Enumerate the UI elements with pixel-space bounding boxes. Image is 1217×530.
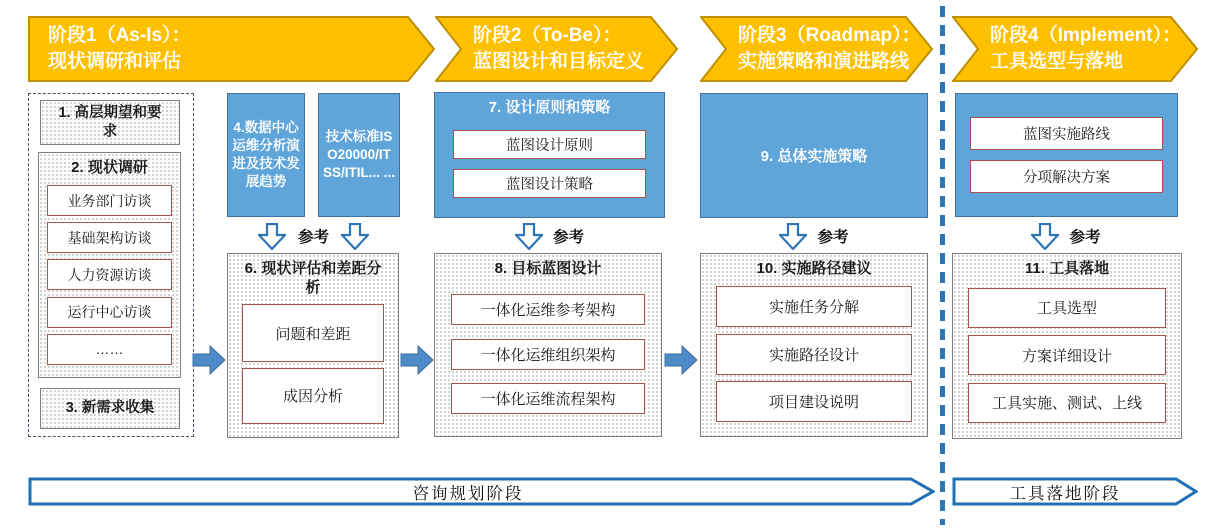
reference-down-arrow-icon <box>515 223 543 250</box>
phase4-line2: 工具选型与落地 <box>990 51 1124 72</box>
list-item: 基础架构访谈 <box>47 222 172 253</box>
reference-row-phase1 <box>227 222 400 250</box>
right-arrow-icon <box>192 344 226 376</box>
phase3-banner <box>700 16 933 82</box>
phase1-line1: 阶段1（As-Is）： <box>48 25 191 46</box>
phase1-banner-label <box>28 16 435 75</box>
group-tool-landing-title: 11. 工具落地 <box>1024 260 1110 277</box>
list-item: 实施路径设计 <box>716 334 912 375</box>
phase2-line2: 蓝图设计和目标定义 <box>473 51 645 72</box>
reference-row-phase3 <box>700 222 928 250</box>
reference-label: 参考 <box>297 229 329 246</box>
group-gap-analysis-title: 6. 现状评估和差距分析 <box>244 260 382 296</box>
reference-label: 参考 <box>817 229 849 246</box>
reference-row-phase4 <box>952 222 1180 250</box>
tool-landing-stage-label: 工具落地阶段 <box>1009 483 1121 503</box>
list-item: 实施任务分解 <box>716 286 912 327</box>
box-high-level-expectations: 1. 高层期望和要求 <box>40 100 180 145</box>
list-item: 业务部门访谈 <box>47 185 172 216</box>
list-item: 项目建设说明 <box>716 381 912 422</box>
box-datacenter-trend: 4.数据中心运维分析演进及技术发展趋势 <box>227 93 305 217</box>
group-blueprint-deliverables-items <box>956 94 1177 216</box>
list-item: 分项解决方案 <box>970 160 1163 193</box>
list-item: 蓝图设计策略 <box>453 169 646 198</box>
list-item: 一体化运维流程架构 <box>451 383 645 414</box>
consulting-stage-label: 咨询规划阶段 <box>412 483 524 503</box>
reference-down-arrow-icon <box>779 223 807 250</box>
list-item: 人力资源访谈 <box>47 259 172 290</box>
list-item: 一体化运维组织架构 <box>451 339 645 370</box>
phase1-banner <box>28 16 435 82</box>
phase1-line2: 现状调研和评估 <box>48 51 182 72</box>
list-item: …… <box>47 334 172 365</box>
group-gap-analysis-items <box>228 297 398 437</box>
flow-arrow-col1-to-col2 <box>192 344 226 381</box>
phase4-banner <box>952 16 1198 82</box>
flow-arrow-col2-to-col3 <box>400 344 434 381</box>
box-new-requirements: 3. 新需求收集 <box>40 388 180 429</box>
reference-down-arrow-icon <box>258 223 286 250</box>
consulting-stage-arrow <box>28 477 935 506</box>
right-arrow-icon <box>400 344 434 376</box>
reference-row-phase2 <box>434 222 665 250</box>
group-implementation-path-items <box>701 278 927 436</box>
right-arrow-icon <box>664 344 698 376</box>
list-item: 蓝图设计原则 <box>453 130 646 159</box>
group-current-research-items <box>39 177 180 377</box>
group-design-principles-title: 7. 设计原则和策略 <box>488 99 611 116</box>
phase4-banner-label <box>952 16 1198 75</box>
group-current-research <box>38 152 181 378</box>
phase2-banner <box>435 16 678 82</box>
list-item: 工具选型 <box>968 288 1166 328</box>
group-design-principles <box>434 92 665 218</box>
list-item: 一体化运维参考架构 <box>451 294 645 325</box>
list-item: 成因分析 <box>242 368 384 424</box>
reference-label: 参考 <box>1069 229 1101 246</box>
group-blueprint-deliverables <box>955 93 1178 217</box>
phase-divider-dashed-line <box>940 6 945 525</box>
reference-down-arrow-icon <box>341 223 369 250</box>
phase3-line1: 阶段3（Roadmap）： <box>738 25 921 46</box>
list-item: 工具实施、测试、上线 <box>968 383 1166 423</box>
group-design-principles-items <box>435 117 664 217</box>
flow-arrow-col3-to-col4 <box>664 344 698 381</box>
phase4-line1: 阶段4（Implement）： <box>990 25 1182 46</box>
reference-label: 参考 <box>552 229 584 246</box>
phase2-line1: 阶段2（To-Be）： <box>473 25 622 46</box>
list-item: 方案详细设计 <box>968 335 1166 375</box>
phase2-banner-label <box>435 16 678 75</box>
group-tool-landing <box>952 253 1182 439</box>
group-target-blueprint-title: 8. 目标蓝图设计 <box>494 260 602 277</box>
box-overall-strategy: 9. 总体实施策略 <box>700 93 928 218</box>
list-item: 蓝图实施路线 <box>970 117 1163 150</box>
reference-down-arrow-icon <box>1031 223 1059 250</box>
phase3-line2: 实施策略和演进路线 <box>738 51 910 72</box>
group-gap-analysis <box>227 253 399 438</box>
phase3-banner-label <box>700 16 933 75</box>
group-implementation-path-title: 10. 实施路径建议 <box>756 260 872 277</box>
tool-landing-stage-arrow <box>952 477 1198 506</box>
group-current-research-title: 2. 现状调研 <box>71 159 148 176</box>
list-item: 运行中心访谈 <box>47 297 172 328</box>
group-tool-landing-items <box>953 278 1181 438</box>
group-target-blueprint <box>434 253 662 437</box>
group-target-blueprint-items <box>435 278 661 436</box>
box-tech-standards: 技术标准ISO20000/ITSS/ITIL... ... <box>318 93 400 217</box>
list-item: 问题和差距 <box>242 304 384 362</box>
group-implementation-path <box>700 253 928 437</box>
